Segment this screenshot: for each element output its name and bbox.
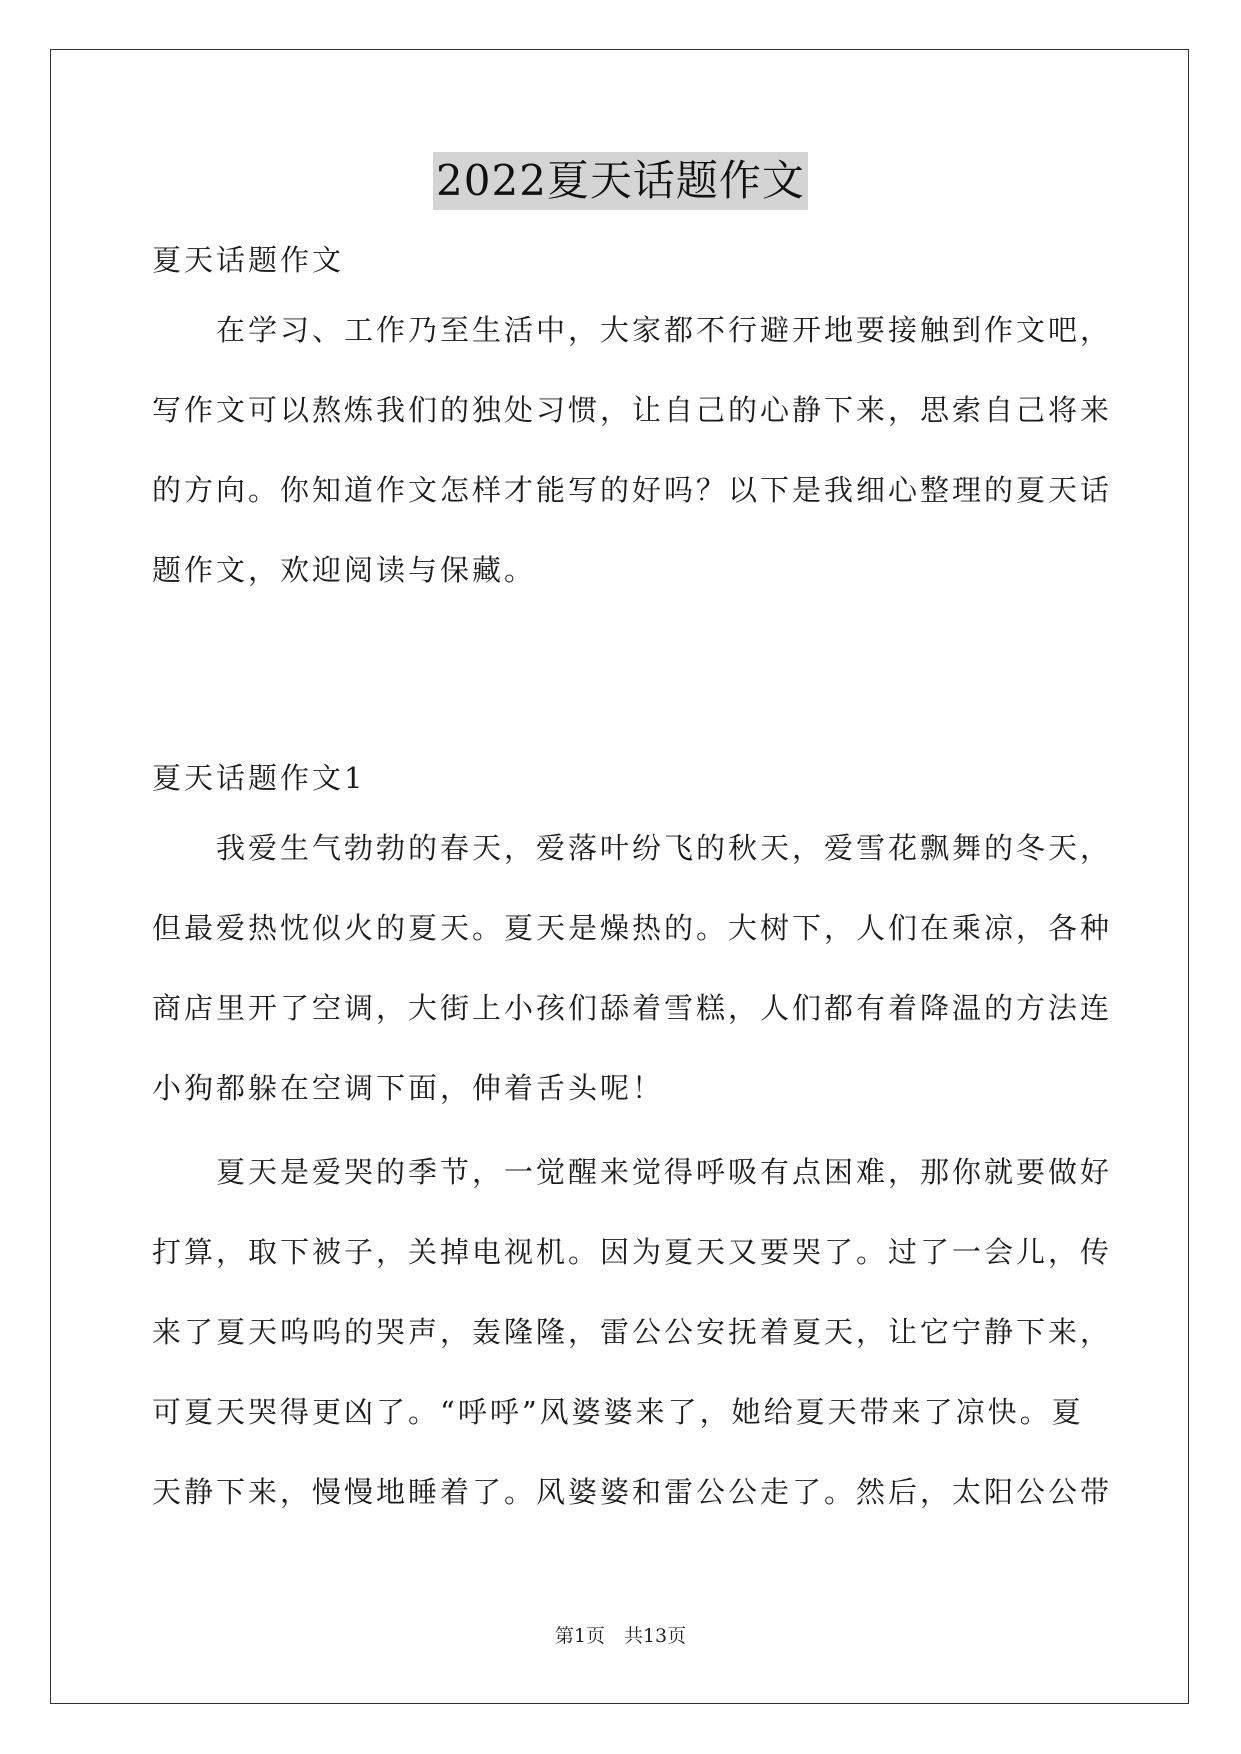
intro-line: 的方向。你知道作文怎样才能写的好吗？以下是我细心整理的夏天话 xyxy=(152,473,1113,507)
paragraph-line: 来了夏天呜呜的哭声，轰隆隆，雷公公安抚着夏天，让它宁静下来， xyxy=(152,1315,1113,1349)
document-heading: 夏天话题作文 xyxy=(152,243,345,277)
section-heading: 夏天话题作文1 xyxy=(152,761,366,795)
paragraph-line: 打算，取下被子，关掉电视机。因为夏天又要哭了。过了一会儿，传 xyxy=(152,1235,1113,1269)
paragraph-line: 小狗都躲在空调下面，伸着舌头呢！ xyxy=(152,1071,665,1105)
paragraph-2 xyxy=(152,1132,1113,1532)
page-number-footer: 第1页 共13页 xyxy=(554,1625,687,1647)
paragraph-line: 我爱生气勃勃的春天，爱落叶纷飞的秋天，爱雪花飘舞的冬天， xyxy=(152,831,1113,865)
paragraph-line: 可夏天哭得更凶了。“呼呼”风婆婆来了，她给夏天带来了凉快。夏 xyxy=(152,1395,1084,1429)
intro-line: 在学习、工作乃至生活中，大家都不行避开地要接触到作文吧， xyxy=(152,313,1113,347)
intro-line: 写作文可以熬炼我们的独处习惯，让自己的心静下来，思索自己将来 xyxy=(152,393,1113,427)
document-title: 2022夏天话题作文 xyxy=(433,152,808,210)
intro-paragraph xyxy=(152,290,1113,610)
paragraph-line: 但最爱热忱似火的夏天。夏天是燥热的。大树下，人们在乘凉，各种 xyxy=(152,911,1113,945)
paragraph-line: 商店里开了空调，大街上小孩们舔着雪糕，人们都有着降温的方法连 xyxy=(152,991,1113,1025)
paragraph-line: 夏天是爱哭的季节，一觉醒来觉得呼吸有点困难，那你就要做好 xyxy=(152,1155,1113,1189)
title-container xyxy=(0,152,1241,210)
paragraph-line: 天静下来，慢慢地睡着了。风婆婆和雷公公走了。然后，太阳公公带 xyxy=(152,1475,1113,1509)
paragraph-1 xyxy=(152,808,1113,1128)
intro-line: 题作文，欢迎阅读与保藏。 xyxy=(152,553,537,587)
